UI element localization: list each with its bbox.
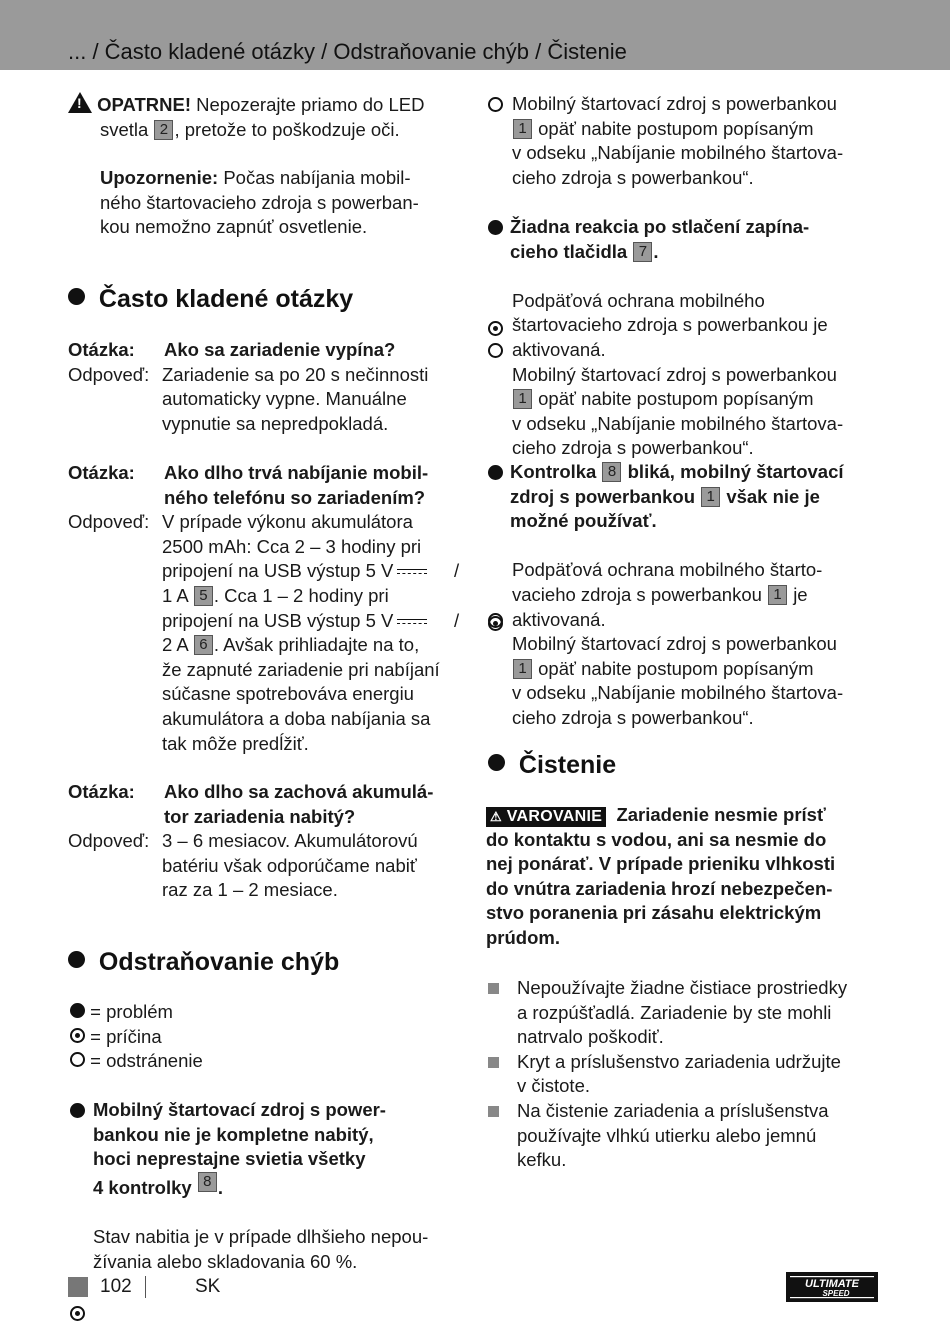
caution-text: Nepozerajte priamo do LED [196,94,425,115]
ref-number: 8 [198,1172,217,1192]
warning-text: do kontaktu s vodou, ani sa nesmie do [486,828,827,850]
question-label: Otázka: [68,781,135,802]
bullet-icon [488,754,505,771]
answer-line: . Cca 1 – 2 hodiny pri [213,584,389,606]
caution-text: svetla [100,118,149,140]
problem-text: hoci neprestajne svietia všetky [93,1148,366,1170]
solution-icon [70,1052,85,1067]
problem-icon [70,1003,85,1018]
faq-item [68,461,468,754]
solution-text: v odseku „Nabíjanie mobilného štartova- [512,682,844,704]
solution-text: opäť nabite postupom popísaným [538,657,814,679]
faq-item [68,780,468,901]
warning-triangle-icon [68,92,92,113]
problem-icon [70,1103,85,1118]
problem-icon [488,465,503,480]
answer-text [162,510,472,756]
question-label: Otázka: [68,462,135,483]
answer-line: 1 A [162,584,188,606]
answer-text: 3 – 6 mesiacov. Akumulátorovú [162,830,418,852]
page-number: 102 [100,1276,132,1297]
cause-text: je [793,583,808,605]
solution-text: opäť nabite postupom popísaným [538,388,814,410]
troubleshooting-heading [68,947,339,977]
problem-icon [488,220,503,235]
ref-number: 1 [513,389,532,409]
question-text: Ako dlho trvá nabíjanie mobil- [164,462,429,483]
cause-icon [70,1306,85,1321]
solution-icon [488,343,503,358]
problem-text: Mobilný štartovací zdroj s power- [93,1099,386,1120]
legend-text: = príčina [90,1025,162,1047]
question-text: Ako dlho sa zachová akumulá- [164,781,434,802]
square-bullet-icon [488,983,499,994]
cause-text: vacieho zdroja s powerbankou [512,583,762,605]
ref-number: 1 [513,119,532,139]
cause-text: žívania alebo skladovania 60 %. [93,1250,358,1272]
answer-line: súčasne spotrebováva energiu [162,683,414,705]
note-text: kou nemožno zapnúť osvetlenie. [100,216,368,238]
problem-text: bliká, mobilný štartovací [627,461,844,482]
problem-text: cieho tlačidla [510,240,628,262]
cause-text: Podpäťová ochrana mobilného [512,289,765,311]
solution-text: cieho zdroja s powerbankou“. [512,437,754,459]
list-item [488,1099,888,1173]
logo-text: ULTIMATE [805,1278,859,1290]
problem-item [486,215,886,461]
bullet-icon [68,951,85,968]
list-item-text: natrvalo poškodiť. [517,1026,664,1048]
legend-text: = problém [90,1001,173,1022]
question-label: Otázka: [68,339,135,360]
solution-icon [488,97,503,112]
ref-number: 1 [701,487,720,507]
ref-number: 2 [154,120,173,140]
answer-line: . Avšak prihliadajte na to, [213,634,420,656]
warning-badge: ⚠ VAROVANIE [486,807,606,827]
problem-text: Žiadna reakcia po stlačení zapína- [510,216,810,237]
answer-text: raz za 1 – 2 mesiace. [162,879,338,901]
problem-text: . [653,240,659,262]
answer-label: Odpoveď: [68,511,150,533]
answer-line: tak môže predĺžiť. [162,732,309,754]
cause-text: Podpäťová ochrana mobilného štarto- [512,559,823,581]
list-item-text: kefku. [517,1149,567,1171]
ref-number: 1 [768,585,787,605]
breadcrumb: ... / Často kladené otázky / Odstraňovanie chýb / Čistenie [68,39,627,64]
solution-text: Mobilný štartovací zdroj s powerbankou [512,363,837,385]
answer-label: Odpoveď: [68,363,150,385]
answer-line: že zapnuté zariadenie pri nabíjaní [162,658,440,680]
problem-text: zdroj s powerbankou [510,485,696,507]
answer-line: pripojení na USB výstup 5 V [162,560,394,582]
question-text: ného telefónu so zariadením? [164,486,426,508]
dc-symbol-icon [397,567,427,577]
cause-text: aktivovaná. [512,338,606,360]
square-bullet-icon [488,1057,499,1068]
problem-text: bankou nie je kompletne nabitý, [93,1123,374,1145]
list-item-text: a rozpúšťadlá. Zariadenie by ste mohli [517,1001,832,1023]
answer-text: vypnutie sa nepredpokladá. [162,412,389,434]
answer-label: Odpoveď: [68,830,150,852]
note-text: ného štartovacieho zdroja s powerban- [100,191,419,213]
note-block [100,166,419,240]
cause-text: štartovacieho zdroja s powerbankou je [512,314,828,336]
brand-logo [786,1272,878,1302]
answer-line: 2 A [162,634,188,656]
faq-heading [68,284,353,314]
list-item-text: v čistote. [517,1075,590,1097]
answer-text: batériu však odporúčame nabiť [162,854,417,876]
answer-line: akumulátora a doba nabíjania sa [162,707,431,729]
solution-text: Mobilný štartovací zdroj s powerbankou [512,633,837,655]
solution-text: Mobilný štartovací zdroj s powerbankou [512,93,837,114]
cause-text: Stav nabitia je v prípade dlhšieho nepou- [93,1225,429,1247]
warning-block [486,803,886,951]
problem-item [70,1098,470,1274]
problem-item [486,460,886,731]
answer-line: pripojení na USB výstup 5 V [162,609,394,631]
solution-icon [488,613,503,628]
legend-text: = odstránenie [90,1050,203,1072]
ref-number: 1 [513,659,532,679]
slash: / [454,560,460,582]
note-text: Počas nabíjania mobil- [223,167,411,188]
warning-text: prúdom. [486,926,560,948]
problem-text: však nie je [726,485,820,507]
solution-item [486,92,886,190]
warning-text: Zariadenie nesmie prísť [616,804,826,825]
list-item-text: Nepoužívajte žiadne čistiace prostriedky [517,977,848,998]
solution-text: v odseku „Nabíjanie mobilného štartova- [512,412,844,434]
list-item [488,976,888,1050]
cleaning-list [488,976,888,1173]
list-item-text: Kryt a príslušenstvo zariadenia udržujte [517,1050,841,1072]
answer-text: Zariadenie sa po 20 s nečinnosti [162,363,429,385]
warning-text: stvo poranenia pri zásahu elektrickým [486,902,822,924]
note-label: Upozornenie: [100,167,219,188]
footer-square-icon [68,1277,88,1297]
problem-text: Kontrolka [510,461,597,482]
footer-divider [145,1276,146,1298]
section-title: Odstraňovanie chýb [98,948,340,976]
caution-label: OPATRNE! [97,94,192,115]
warning-label: VAROVANIE [506,808,603,825]
section-title: Často kladené otázky [98,285,354,313]
bullet-icon [68,288,85,305]
slash: / [454,609,460,631]
answer-text: automaticky vypne. Manuálne [162,388,407,410]
solution-text: cieho zdroja s powerbankou“. [512,706,754,728]
square-bullet-icon [488,1106,499,1117]
symbol-legend [70,1000,203,1074]
ref-number: 5 [194,586,213,606]
page-header-bar [0,0,950,70]
answer-line: 2500 mAh: Cca 2 – 3 hodiny pri [162,535,422,557]
caution-block [68,92,468,142]
cause-text: aktivovaná. [512,608,606,630]
answer-line: V prípade výkonu akumulátora [162,511,413,533]
ref-number: 7 [633,242,652,262]
list-item-text: Na čistenie zariadenia a príslušenstva [517,1099,829,1121]
cause-icon [70,1028,85,1043]
logo-text: SPEED [822,1289,850,1298]
solution-text: cieho zdroja s powerbankou“. [512,166,754,188]
language-code: SK [195,1276,221,1297]
warning-text: nej ponárať. V prípade prieniku vlhkosti [486,853,836,875]
problem-text: 4 kontrolky [93,1176,192,1198]
faq-item [68,338,468,434]
dc-symbol-icon [397,617,427,627]
warning-text: do vnútra zariadenia hrozí nebezpečen- [486,877,833,899]
section-title: Čistenie [518,751,617,779]
ref-number: 8 [602,462,621,482]
question-text: Ako sa zariadenie vypína? [164,339,396,360]
problem-text: možné používať. [510,510,657,532]
cleaning-heading [488,750,616,780]
solution-text: opäť nabite postupom popísaným [538,117,814,139]
list-item-text: používajte vlhkú utierku alebo jemnú [517,1124,817,1146]
solution-text: v odseku „Nabíjanie mobilného štartova- [512,142,844,164]
list-item [488,1050,888,1099]
ref-number: 6 [194,635,213,655]
caution-text: , pretože to poškodzuje oči. [174,118,400,140]
question-text: tor zariadenia nabitý? [164,805,356,827]
problem-text: . [217,1176,223,1198]
